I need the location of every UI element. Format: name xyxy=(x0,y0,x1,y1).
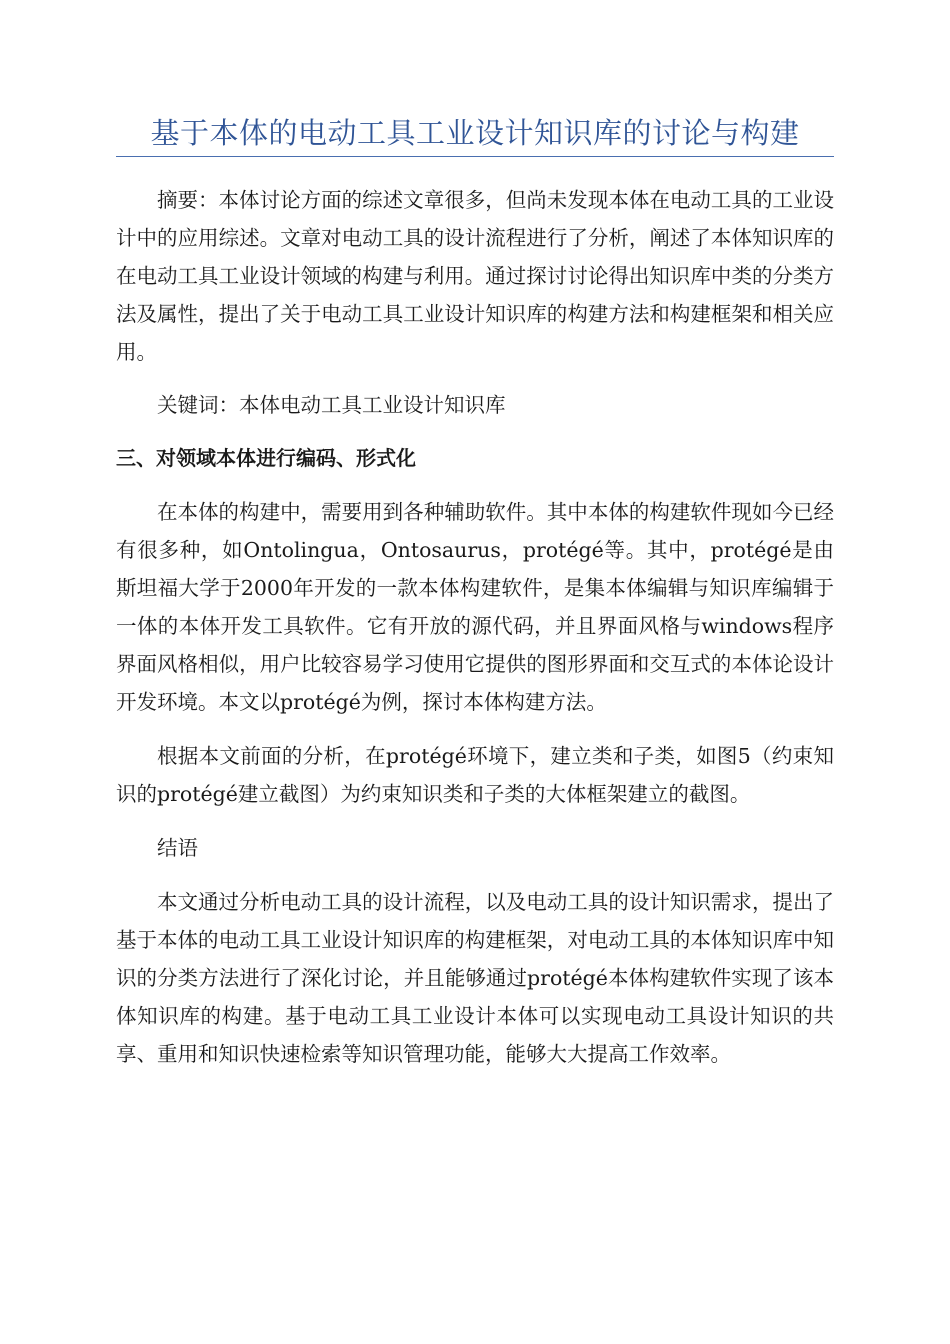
document-title: 基于本体的电动工具工业设计知识库的讨论与构建 xyxy=(116,110,834,157)
figure-reference-paragraph: 根据本文前面的分析，在protégé环境下，建立类和子类，如图5（约束知识的protégé建立截图）为约束知识类和子类的大体框架建立的截图。 xyxy=(116,744,834,806)
section-heading: 三、对领域本体进行编码、形式化 xyxy=(116,446,416,470)
document-page xyxy=(116,110,834,1073)
intro-paragraph: 在本体的构建中，需要用到各种辅助软件。其中本体的构建软件现如今已经有很多种，如Ontolingua，Ontosaurus，protégé等。其中，protégé是由斯坦福大学于2000年开发的一款本体构建软件，是集本体编辑与知识库编辑于一体的本体开发工具软件。它有开放的源代码，并且界面风格与windows程序界面风格相似，用户比较容易学习使用它提供的图形界面和交互式的本体论设计开发环境。本文以protégé为例，探讨本体构建方法。 xyxy=(116,500,834,714)
abstract-paragraph: 摘要：本体讨论方面的综述文章很多，但尚未发现本体在电动工具的工业设计中的应用综述。文章对电动工具的设计流程进行了分析，阐述了本体知识库的在电动工具工业设计领域的构建与利用。通过探讨讨论得出知识库中类的分类方法及属性，提出了关于电动工具工业设计知识库的构建方法和构建框架和相关应用。 xyxy=(116,188,834,364)
keywords-line: 关键词：本体电动工具工业设计知识库 xyxy=(157,393,506,417)
conclusion-paragraph: 本文通过分析电动工具的设计流程，以及电动工具的设计知识需求，提出了基于本体的电动工具工业设计知识库的构建框架，对电动工具的本体知识库中知识的分类方法进行了深化讨论，并且能够通过protégé本体构建软件实现了该本体知识库的构建。基于电动工具工业设计本体可以实现电动工具设计知识的共享、重用和知识快速检索等知识管理功能，能够大大提高工作效率。 xyxy=(116,890,834,1066)
conclusion-title: 结语 xyxy=(157,836,198,860)
